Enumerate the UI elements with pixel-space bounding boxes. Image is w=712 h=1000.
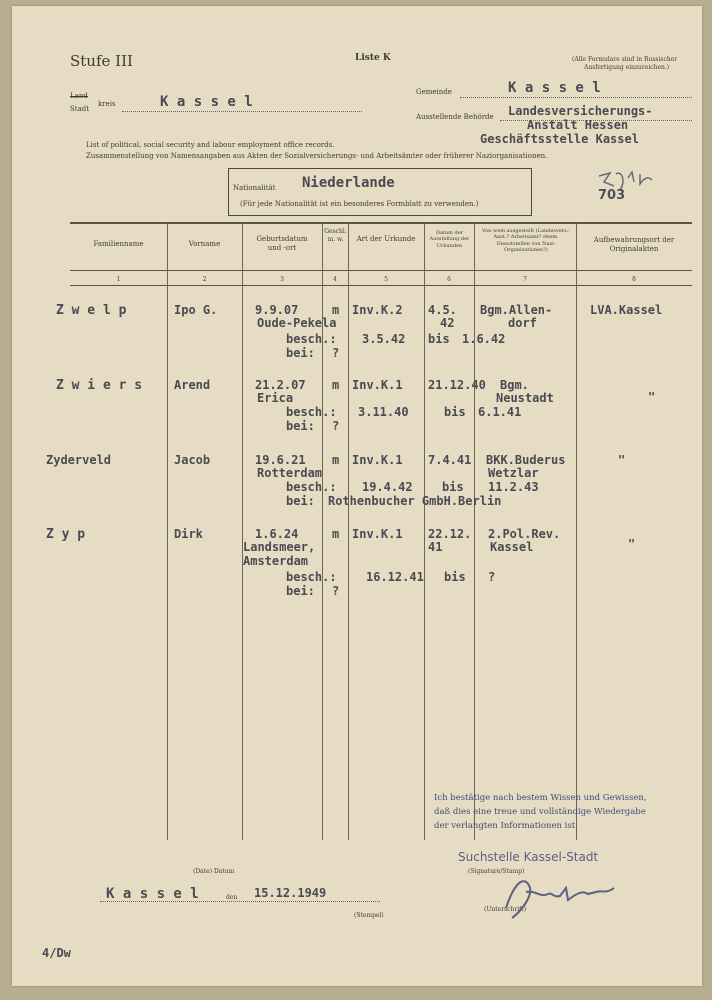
gemeinde-label: Gemeinde bbox=[416, 88, 452, 96]
row1-archive: LVA.Kassel bbox=[590, 303, 663, 317]
col-num-2: 2 bbox=[202, 276, 207, 283]
row3-issuer: BKK.Buderus bbox=[486, 453, 566, 467]
col-divider-1 bbox=[167, 223, 168, 840]
gemeinde-value: K a s s e l bbox=[508, 80, 601, 96]
col-divider-7 bbox=[576, 223, 577, 840]
note-right-2: Ausfertigung einzureichen.) bbox=[584, 64, 670, 71]
office-stamp: Suchstelle Kassel-Stadt bbox=[458, 850, 599, 864]
den-label: den bbox=[226, 894, 238, 901]
kreis-value: K a s s e l bbox=[160, 94, 253, 110]
row1-issuer: Bgm.Allen- bbox=[480, 303, 553, 317]
nationality-value: Niederlande bbox=[302, 175, 395, 191]
row2-besch-to: 6.1.41 bbox=[478, 405, 522, 419]
row3-date: 7.4.41 bbox=[428, 453, 472, 467]
place-value: K a s s e l bbox=[106, 886, 199, 902]
col-num-5: 5 bbox=[384, 276, 388, 283]
row4-besch-from: 16.12.41 bbox=[366, 570, 424, 584]
handwritten-number: 703 bbox=[598, 188, 626, 203]
col-header-doc-type: Art der Urkunde bbox=[356, 235, 416, 243]
date-line bbox=[100, 901, 380, 902]
row1-bei-label: bei: bbox=[286, 346, 315, 360]
row3-archive: " bbox=[618, 453, 626, 467]
col-header-surname: Familienname bbox=[93, 240, 144, 248]
date-value: 15.12.1949 bbox=[254, 886, 327, 900]
row3-besch-from: 19.4.42 bbox=[362, 480, 413, 494]
row3-besch-to: 11.2.43 bbox=[488, 480, 539, 494]
date-label: (Date) Datum bbox=[193, 868, 235, 875]
row1-doc: Inv.K.2 bbox=[352, 303, 403, 317]
row4-bei-value: ? bbox=[332, 584, 340, 598]
col-divider-6 bbox=[474, 223, 475, 840]
row4-issuer: 2.Pol.Rev. bbox=[488, 527, 561, 541]
col-header-birth: Geburtsdatum und -ort bbox=[256, 235, 308, 252]
col-header-archive: Aufbewahrungsort der Originalakten bbox=[593, 236, 675, 253]
row4-besch-to: ? bbox=[488, 570, 496, 584]
row3-surname: Zyderveld bbox=[46, 453, 112, 467]
row2-date: 21.12.40 bbox=[428, 378, 486, 392]
col-num-7: 7 bbox=[523, 276, 527, 283]
row3-bis: bis bbox=[442, 480, 464, 494]
unterschrift-label: (Unterschrift) bbox=[484, 906, 527, 913]
col-header-sex: Geschl. m. w. bbox=[324, 228, 347, 243]
col-num-8: 8 bbox=[632, 276, 636, 283]
kreis-line bbox=[122, 111, 362, 112]
stufe-label: Stufe III bbox=[70, 52, 133, 70]
row4-sex: m bbox=[332, 527, 340, 541]
gemeinde-line bbox=[460, 97, 692, 98]
stadt-label: Stadt bbox=[70, 105, 90, 113]
row4-birthplace2: Amsterdam bbox=[243, 554, 309, 568]
table-number-divider bbox=[70, 285, 692, 286]
behoerde-value-3: Geschäftsstelle Kassel bbox=[480, 132, 639, 146]
row1-date: 4.5. bbox=[428, 303, 457, 317]
nationality-label: Nationalität bbox=[233, 184, 276, 192]
row3-issuer2: Wetzlar bbox=[488, 466, 539, 480]
row4-bis: bis bbox=[444, 570, 466, 584]
row1-bei-value: ? bbox=[332, 346, 340, 360]
behoerde-label: Ausstellende Behörde bbox=[416, 113, 494, 121]
row1-birthplace: Oude-Pekela bbox=[257, 316, 337, 330]
table-top-border bbox=[70, 222, 692, 224]
certify-line-1: Ich bestätige nach bestem Wissen und Gewissen, bbox=[434, 793, 647, 803]
row2-besch-label: besch.: bbox=[286, 405, 337, 419]
col-divider-5 bbox=[424, 223, 425, 840]
row4-besch-label: besch.: bbox=[286, 570, 337, 584]
stamp-label: (Stempel) bbox=[354, 912, 384, 919]
row3-bei-label: bei: bbox=[286, 494, 315, 508]
row4-surname: Z y p bbox=[46, 527, 86, 542]
row2-firstname: Arend bbox=[174, 378, 211, 392]
row1-birthdate: 9.9.07 bbox=[255, 303, 299, 317]
reference-code: 4/Dw bbox=[42, 946, 71, 960]
behoerde-value-1: Landesversicherungs- bbox=[508, 104, 653, 118]
col-num-3: 3 bbox=[280, 276, 284, 283]
col-header-issuer: Von wem ausgestellt (Landesvers.-Anst.? Arbeitsamt? ehem. Dienststellen von Nazi-Organisationen?) bbox=[481, 228, 570, 253]
row2-doc: Inv.K.1 bbox=[352, 378, 403, 392]
kreis-label: kreis bbox=[98, 100, 116, 108]
row2-surname: Z w i e r s bbox=[56, 378, 143, 393]
liste-label: Liste K bbox=[355, 53, 391, 63]
col-divider-4 bbox=[348, 223, 349, 840]
row2-issuer2: Neustadt bbox=[496, 391, 554, 405]
land-label: Land bbox=[70, 92, 88, 100]
table-header-divider bbox=[70, 270, 692, 271]
row3-bei-value: Rothenbucher GmbH.Berlin bbox=[328, 494, 502, 508]
col-num-1: 1 bbox=[116, 276, 121, 283]
row2-bis: bis bbox=[444, 405, 466, 419]
row4-date: 22.12. bbox=[428, 527, 472, 541]
col-header-firstname: Vorname bbox=[188, 240, 221, 248]
signature-label: (Signature/Stamp) bbox=[468, 868, 525, 875]
row1-surname: Z w e l p bbox=[56, 303, 127, 318]
desc-de: Zusammenstellung von Namensangaben aus Akten der Sozialversicherungs- und Arbeitsämter oder früherer Naziorganisationen. bbox=[86, 152, 548, 160]
row2-birthplace: Erica bbox=[257, 391, 294, 405]
row1-sex: m bbox=[332, 303, 340, 317]
row3-sex: m bbox=[332, 453, 340, 467]
behoerde-value-2: Anstalt Hessen bbox=[527, 118, 629, 132]
row4-bei-label: bei: bbox=[286, 584, 315, 598]
row3-firstname: Jacob bbox=[174, 453, 211, 467]
row1-besch-from: 3.5.42 bbox=[362, 332, 406, 346]
row2-issuer: Bgm. bbox=[500, 378, 529, 392]
row3-birthdate: 19.6.21 bbox=[255, 453, 306, 467]
row4-date2: 41 bbox=[428, 540, 443, 554]
row4-archive: " bbox=[628, 537, 636, 551]
handwritten-signature bbox=[496, 868, 622, 924]
nationality-note: (Für jede Nationalität ist ein besonderes Formblatt zu verwenden.) bbox=[240, 200, 479, 208]
col-num-6: 6 bbox=[447, 276, 451, 283]
row4-birthdate: 1.6.24 bbox=[255, 527, 299, 541]
certify-line-2: daß dies eine treue und vollständige Wiedergabe bbox=[434, 807, 646, 817]
row3-doc: Inv.K.1 bbox=[352, 453, 403, 467]
row2-birthdate: 21.2.07 bbox=[255, 378, 306, 392]
note-right-1: (Alle Formulare sind in Russischer bbox=[572, 56, 678, 63]
row1-besch-label: besch.: bbox=[286, 332, 337, 346]
row4-birthplace: Landsmeer, bbox=[243, 540, 316, 554]
row4-issuer2: Kassel bbox=[490, 540, 534, 554]
col-num-4: 4 bbox=[333, 276, 337, 283]
row2-besch-from: 3.11.40 bbox=[358, 405, 409, 419]
behoerde-line bbox=[500, 120, 692, 121]
row2-sex: m bbox=[332, 378, 340, 392]
col-divider-2 bbox=[242, 223, 243, 840]
row2-bei-label: bei: bbox=[286, 419, 315, 433]
col-header-doc-date: Datum der Ausstellung der Urkunden bbox=[429, 230, 470, 249]
row1-firstname: Ipo G. bbox=[174, 303, 218, 317]
row2-archive: " bbox=[648, 390, 656, 404]
row1-issuer2: dorf bbox=[508, 316, 537, 330]
row1-bis: bis bbox=[428, 332, 450, 346]
row1-besch-to: 1.6.42 bbox=[462, 332, 506, 346]
row3-besch-label: besch.: bbox=[286, 480, 337, 494]
row4-firstname: Dirk bbox=[174, 527, 203, 541]
certify-line-3: der verlangten Informationen ist. bbox=[434, 821, 578, 831]
row1-date2: 42 bbox=[440, 316, 455, 330]
row4-doc: Inv.K.1 bbox=[352, 527, 403, 541]
row2-bei-value: ? bbox=[332, 419, 340, 433]
desc-en: List of political, social security and labour employment office records. bbox=[86, 141, 335, 149]
row3-birthplace: Rotterdam bbox=[257, 466, 323, 480]
